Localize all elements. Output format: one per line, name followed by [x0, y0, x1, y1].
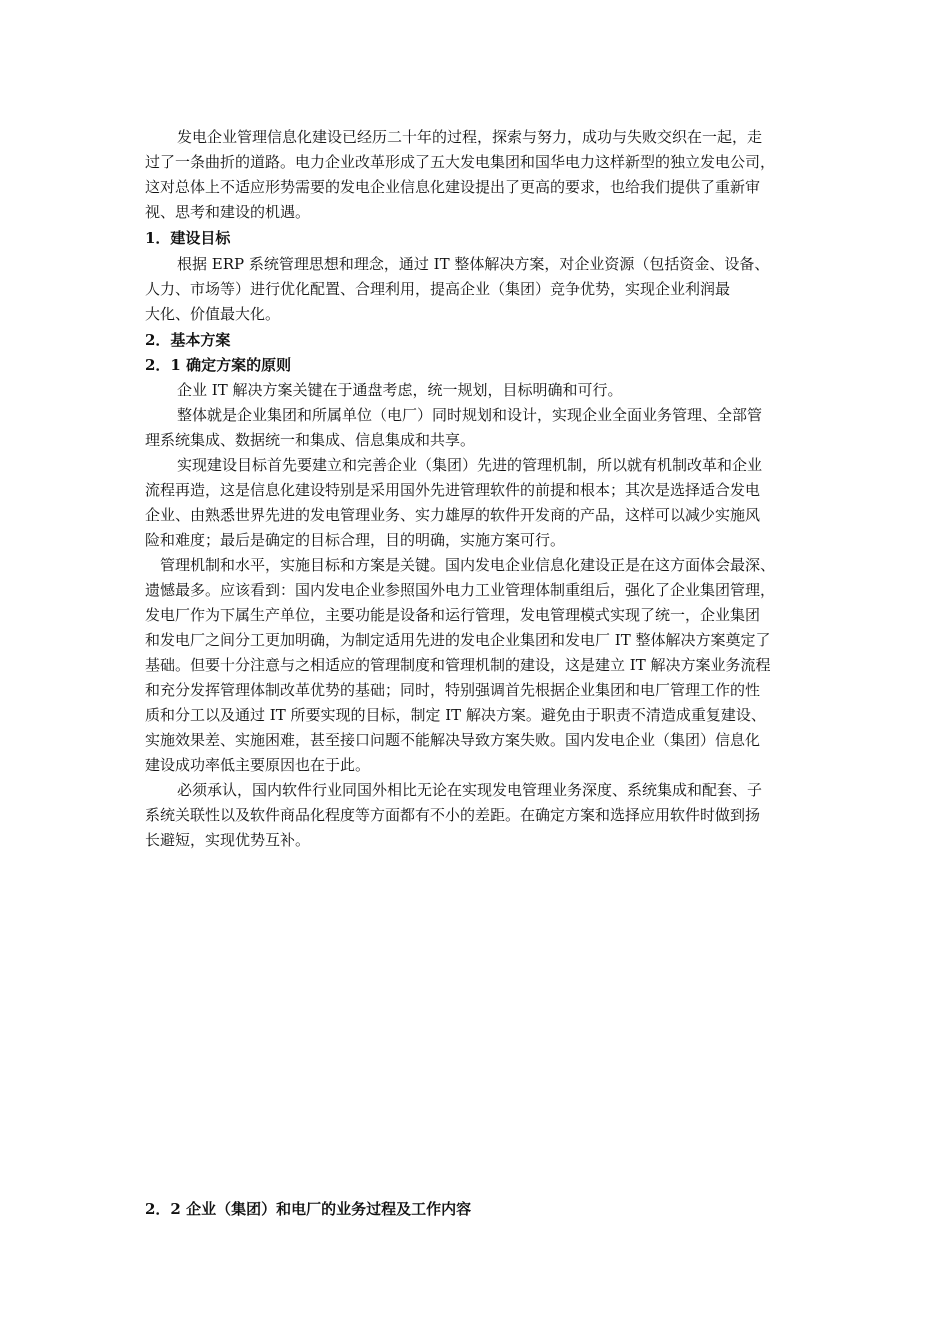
subsection-heading-business-process: 2．2 企业（集团）和电厂的业务过程及工作内容 [145, 1200, 472, 1218]
paragraph-line: 整体就是企业集团和所属单位（电厂）同时规划和设计，实现企业全面业务管理、全部管 [177, 406, 763, 424]
intro-line: 发电企业管理信息化建设已经历二十年的过程，探索与努力，成功与失败交织在一起，走 [177, 128, 763, 146]
paragraph-line: 建设成功率低主要原因也在于此。 [145, 756, 371, 774]
intro-line: 视、思考和建设的机遇。 [145, 203, 311, 221]
intro-line: 这对总体上不适应形势需要的发电企业信息化建设提出了更高的要求，也给我们提供了重新审 [145, 178, 761, 196]
subsection-heading-principles: 2．1 确定方案的原则 [145, 356, 292, 374]
section-heading-construction-goal: 1．建设目标 [145, 229, 231, 247]
paragraph-line: 发电厂作为下属生产单位，主要功能是设备和运行管理，发电管理模式实现了统一，企业集团 [145, 606, 761, 624]
paragraph-line: 理系统集成、数据统一和集成、信息集成和共享。 [145, 431, 476, 449]
section1-line: 大化、价值最大化。 [145, 305, 281, 323]
paragraph-line: 和发电厂之间分工更加明确，为制定适用先进的发电企业集团和发电厂 IT 整体解决方案奠定了 [145, 631, 771, 649]
paragraph-line: 和充分发挥管理体制改革优势的基础；同时，特别强调首先根据企业集团和电厂管理工作的性 [145, 681, 761, 699]
section1-line: 人力、市场等）进行优化配置、合理利用，提高企业（集团）竞争优势，实现企业利润最 [145, 280, 731, 298]
section1-line: 根据 ERP 系统管理思想和理念，通过 IT 整体解决方案，对企业资源（包括资金、设备、 [177, 255, 770, 273]
paragraph-line: 企业、由熟悉世界先进的发电管理业务、实力雄厚的软件开发商的产品，这样可以减少实施风 [145, 506, 761, 524]
paragraph-line: 实现建设目标首先要建立和完善企业（集团）先进的管理机制，所以就有机制改革和企业 [177, 456, 763, 474]
intro-line: 过了一条曲折的道路。电力企业改革形成了五大发电集团和国华电力这样新型的独立发电公司， [145, 153, 776, 171]
paragraph-line: 实施效果差、实施困难，甚至接口问题不能解决导致方案失败。国内发电企业（集团）信息化 [145, 731, 761, 749]
paragraph-line: 长避短，实现优势互补。 [145, 831, 311, 849]
paragraph-line: 险和难度；最后是确定的目标合理，目的明确，实施方案可行。 [145, 531, 566, 549]
paragraph-line: 流程再造，这是信息化建设特别是采用国外先进管理软件的前提和根本；其次是选择适合发电 [145, 481, 761, 499]
paragraph-line: 质和分工以及通过 IT 所要实现的目标，制定 IT 解决方案。避免由于职责不清造成重复建设、 [145, 706, 766, 724]
paragraph-line: 必须承认，国内软件行业同国外相比无论在实现发电管理业务深度、系统集成和配套、子 [177, 781, 763, 799]
paragraph-line: 遗憾最多。应该看到：国内发电企业参照国外电力工业管理体制重组后，强化了企业集团管理， [145, 581, 776, 599]
section-heading-basic-plan: 2．基本方案 [145, 331, 231, 349]
paragraph-line: 管理机制和水平，实施目标和方案是关键。国内发电企业信息化建设正是在这方面体会最深、 [160, 556, 776, 574]
paragraph-line: 系统关联性以及软件商品化程度等方面都有不小的差距。在确定方案和选择应用软件时做到扬 [145, 806, 761, 824]
paragraph-line: 企业 IT 解决方案关键在于通盘考虑，统一规划，目标明确和可行。 [177, 381, 623, 399]
paragraph-line: 基础。但要十分注意与之相适应的管理制度和管理机制的建设，这是建立 IT 解决方案业务流程 [145, 656, 771, 674]
